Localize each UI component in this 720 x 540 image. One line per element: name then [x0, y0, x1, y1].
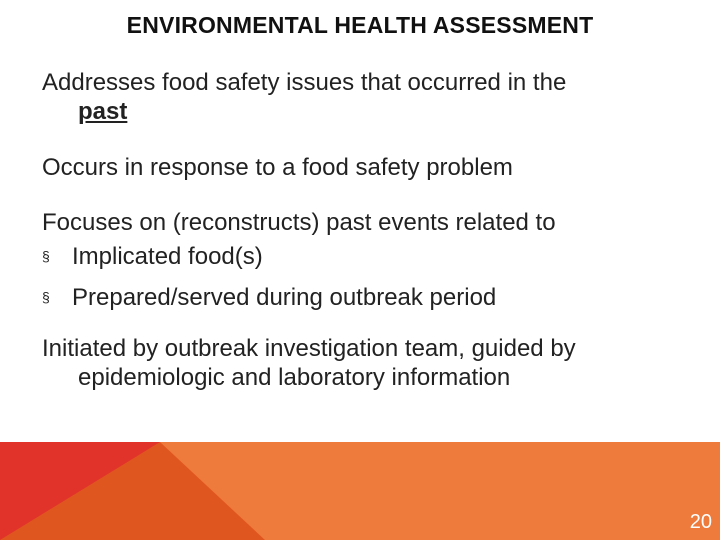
paragraph-addresses	[42, 68, 682, 126]
paragraph-initiated-line2: epidemiologic and laboratory information	[78, 364, 511, 391]
paragraph-initiated-line1: Initiated by outbreak investigation team, guided by	[42, 335, 576, 362]
bullet-icon: §	[42, 289, 50, 305]
paragraph-addresses-line1: Addresses food safety issues that occurred in the	[42, 69, 567, 96]
footer-decoration	[0, 442, 720, 540]
page-number: 20	[689, 511, 712, 533]
bullet-icon: §	[42, 248, 50, 264]
slide-title: ENVIRONMENTAL HEALTH ASSESSMENT	[126, 12, 594, 38]
paragraph-focuses: Focuses on (reconstructs) past events related to	[42, 209, 556, 236]
bullet-text: Implicated food(s)	[72, 243, 263, 270]
paragraph-initiated	[42, 334, 682, 392]
bullet-item	[42, 237, 682, 279]
paragraph-occurs: Occurs in response to a food safety problem	[42, 154, 513, 181]
emphasis-past: past	[78, 98, 128, 125]
bullet-text: Prepared/served during outbreak period	[72, 284, 497, 311]
slide-body	[42, 68, 682, 392]
bullet-item	[42, 278, 682, 320]
